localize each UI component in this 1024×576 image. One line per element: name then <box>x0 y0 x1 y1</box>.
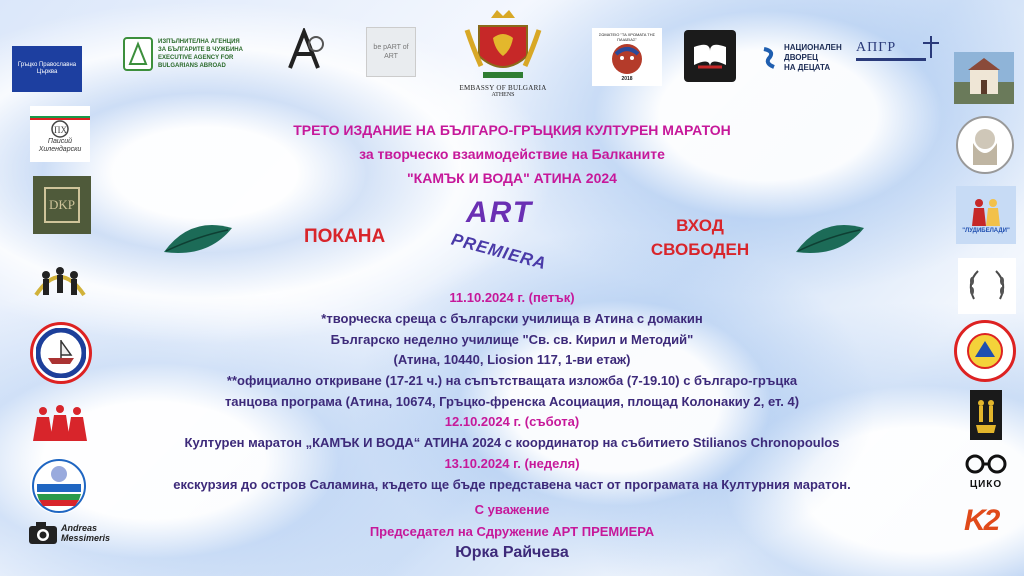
church-logo <box>12 46 82 92</box>
program-line7: екскурзия до остров Саламина, където ще бъде представена част от програмата на Културния маратон. <box>173 477 851 492</box>
andreas-line1: Andreas <box>61 523 98 533</box>
svoboden-label: СВОБОДЕН <box>650 240 750 259</box>
pokana-label: ПОКАНА <box>304 226 386 247</box>
cross-icon <box>922 36 940 58</box>
church-building-icon <box>954 52 1014 104</box>
svg-text:ПХ: ПХ <box>54 125 67 135</box>
embassy-block <box>448 8 558 110</box>
signatory-name: Юрка Райчева <box>455 544 569 561</box>
art-premiera-logo <box>440 196 570 282</box>
palace-emblem-icon <box>758 45 780 71</box>
colorful-face-icon <box>610 42 644 76</box>
left-leaf-icon <box>162 222 234 258</box>
palace-line2: ДВОРЕЦ <box>784 53 819 62</box>
agency-line2: ЗА БЪЛГАРИТЕ В ЧУЖБИНА <box>158 47 243 53</box>
title-line1: ТРЕТО ИЗДАНИЕ НА БЪЛГАРО-ГРЪЦКИЯ КУЛТУРЕН МАРАТОН <box>293 122 731 138</box>
program-line6: Културен маратон „КАМЪК И ВОДА“ АТИНА 2024 с координатор на събитието Stilianos Chronopoulos <box>184 435 840 450</box>
program-line4: **официално откриване (17-21 ч.) на съпътстващата изложба (7-19.10) с българо-гръцка <box>226 373 798 388</box>
embassy-line2: ATHENS <box>491 92 515 98</box>
ludi-dancers-icon <box>966 196 1006 228</box>
date-2: 12.10.2024 г. (събота) <box>444 414 580 429</box>
church-photo-right <box>954 52 1014 104</box>
bulgaria-coat-of-arms-icon <box>463 8 543 84</box>
colors-logo-year: 2018 <box>621 76 633 82</box>
colors-logo-text: ΣΩΜΑΤΕΙΟ "ΤΑ ΧΡΩΜΑΤΑ ΤΗΣ ΠΑΙΔΕΙΑΣ" <box>598 32 656 42</box>
agency-emblem-icon <box>122 36 154 72</box>
agency-line4: BULGARIANS ABROAD <box>158 63 226 69</box>
a-letter-icon <box>284 28 328 72</box>
date-3: 13.10.2024 г. (неделя) <box>444 456 580 471</box>
wreath-logo <box>958 258 1016 314</box>
agency-line1: ИЗПЪЛНИТЕЛНА АГЕНЦИЯ <box>158 39 240 45</box>
date-1: 11.10.2024 г. (петък) <box>449 290 575 305</box>
title-line2: за творческо взаимодействие на Балканите <box>359 146 665 162</box>
book-logo <box>684 30 736 82</box>
embassy-line1: EMBASSY OF BULGARIA <box>459 84 547 92</box>
palace-line3: НА ДЕЦАТА <box>784 63 831 72</box>
church-logo-text: Гръцко Православна Църква <box>17 62 77 75</box>
palace-line1: НАЦИОНАЛЕН <box>784 43 842 52</box>
program-line5: танцова програма (Атина, 10674, Гръцко-френска Асоциация, площад Колонакиу 2, ет. 4) <box>224 394 800 409</box>
palace-logo <box>758 40 848 76</box>
colors-of-education-logo <box>592 28 662 86</box>
right-leaf-icon <box>794 222 866 258</box>
title-line3: "КАМЪК И ВОДА" АТИНА 2024 <box>407 170 617 186</box>
vhod-label: ВХОД <box>676 216 724 235</box>
ziko-text: ЦИКО <box>969 479 1003 490</box>
agency-line3: EXECUTIVE AGENCY FOR <box>158 55 234 61</box>
be-part-text: be pART of ART <box>373 44 409 60</box>
be-part-logo <box>366 27 416 77</box>
premiera-logo-text: PREMIERA <box>449 229 549 274</box>
a-logo <box>284 28 328 72</box>
entry-free-block <box>640 214 760 262</box>
agency-logo <box>122 34 272 74</box>
apgr-text: АПГР <box>856 40 897 55</box>
ludi-logo <box>956 186 1016 244</box>
k2-logo: K2 <box>964 504 999 537</box>
open-book-icon <box>690 39 730 73</box>
ludi-text: "ЛУДИБЕЛАДИ" <box>962 228 1010 234</box>
program-line3: (Атина, 10440, Liosion 117, 1-ви етаж) <box>393 352 631 367</box>
apgr-logo <box>856 40 940 74</box>
paisiy-text: Паисий Хилендарски <box>38 138 82 153</box>
program-line2: Българско неделно училище "Св. св. Кирил и Методий" <box>330 332 694 347</box>
andreas-line2: Messimeris <box>61 533 111 543</box>
art-logo-text: ART <box>466 196 534 229</box>
program-line1: *творческа среща с български училища в Атина с домакин <box>321 311 703 326</box>
regards-text: С уважение <box>474 502 550 517</box>
dkp-monogram-icon: DKP <box>44 187 80 223</box>
chair-text: Председател на Сдружение АРТ ПРЕМИЕРА <box>369 524 655 539</box>
